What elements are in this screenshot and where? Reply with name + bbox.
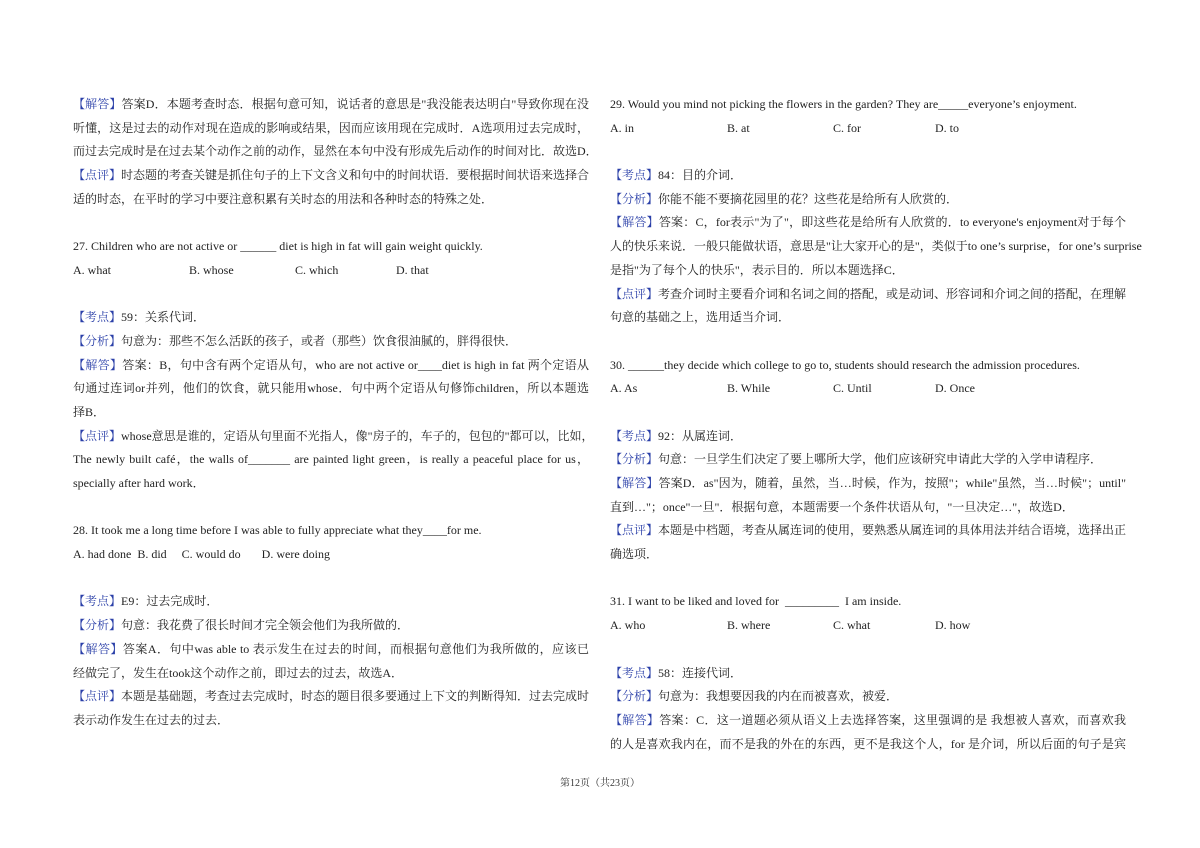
q30-stem: 30. ______they decide which college to go to, students should research the admission procedures. — [610, 357, 1080, 372]
q29-fenxi: 【分析】你能不能不要摘花园里的花？这些花是给所有人欣赏的． — [610, 191, 959, 206]
section-tag: 【点评】 — [610, 286, 659, 301]
q30-dianping-line: 确选项． — [610, 547, 659, 562]
section-tag: 【解答】 — [73, 641, 123, 656]
q31-stem: 31. I want to be liked and loved for _________ I am inside. — [610, 594, 902, 609]
q27-stem: 27. Children who are not active or ______ diet is high in fat will gain weight quickly. — [73, 239, 483, 254]
section-tag: 【分析】 — [73, 333, 122, 348]
q30-option-a: A. As — [610, 381, 638, 396]
q30-jieda-line: 直到…"；once"一旦"．根据句意，本题需要一个条件状语从句，"一旦决定…"，故选D． — [610, 499, 1074, 514]
q27-dianping-line: 【点评】whose意思是谁的，定语从句里面不光指人，像"房子的，车子的，包包的"都可以，比如， — [73, 428, 594, 443]
q30-option-d: D. Once — [935, 381, 975, 396]
q29-kaodian: 【考点】84：目的介词． — [610, 168, 743, 183]
left-column — [73, 93, 598, 733]
q29-jieda-line: 人的快乐来说．一般只能做状语，意思是"让大家开心的是"，类似于to one’s surprise，for one’s surprise — [610, 239, 1142, 254]
q26-comment-line: 【点评】时态题的考查关键是抓住句子的上下文含义和句中的时间状语．要根据时间状语来选择合 — [73, 168, 590, 183]
q28-stem: 28. It took me a long time before I was able to fully appreciate what they____for me. — [73, 523, 482, 538]
q28-jieda-line: 经做完了，发生在took这个动作之前，即过去的过去，故选A． — [73, 665, 404, 680]
q27-option-c: C. which — [295, 262, 339, 277]
section-tag: 【解答】 — [610, 476, 659, 490]
q27-fenxi: 【分析】句意为：那些不怎么活跃的孩子，或者（那些）饮食很油腻的，胖得很快． — [73, 333, 518, 348]
q29-dianping-line: 句意的基础之上，选用适当介词． — [610, 310, 791, 325]
q30-fenxi: 【分析】句意：一旦学生们决定了要上哪所大学，他们应该研究申请此大学的入学申请程序． — [610, 452, 1103, 467]
q28-fenxi: 【分析】句意：我花费了很长时间才完全领会他们为我所做的． — [73, 618, 410, 633]
section-tag: 【分析】 — [610, 689, 659, 704]
q26-comment-line: 适的时态，在平时的学习中要注意积累有关时态的用法和各种时态的特殊之处． — [73, 191, 494, 206]
section-tag: 【解答】 — [610, 712, 660, 727]
section-tag: 【考点】 — [610, 665, 659, 680]
q27-jieda-line: 句通过连词or并列，他们的饮食，就只能用whose．句中两个定语从句修饰children，所以本题选 — [73, 381, 589, 396]
q26-answer-line: 听懂，这是过去的动作对现在造成的影响或结果，因而应该用现在完成时．A选项用过去完成时， — [73, 120, 589, 135]
q27-jieda-line: 择B． — [73, 404, 106, 419]
section-tag: 【解答】 — [73, 97, 122, 111]
q31-option-b: B. where — [727, 618, 771, 633]
q27-jieda-line: 【解答】答案：B，句中含有两个定语从句，who are not active or____diet is high in fat 两个定语从 — [73, 357, 589, 372]
q31-kaodian: 【考点】58：连接代词． — [610, 665, 743, 680]
page-number-footer: 第12页（共23页） — [560, 778, 640, 789]
q27-option-d: D. that — [396, 262, 429, 277]
q31-jieda-line: 的人是喜欢我内在，而不是我的外在的东西，更不是我这个人，for 是介词，所以后面的句子是宾 — [610, 736, 1126, 751]
q28-options: A. had done B. did C. would do D. were doing — [73, 547, 330, 562]
q27-option-b: B. whose — [189, 262, 234, 277]
q27-dianping-line: The newly built café，the walls of_______ are painted light green，is really a peaceful place for us， — [73, 452, 589, 467]
section-tag: 【解答】 — [73, 357, 123, 372]
q29-option-a: A. in — [610, 120, 634, 135]
q27-kaodian: 【考点】59：关系代词． — [73, 310, 206, 325]
q31-jieda-line: 【解答】答案：C．这一道题必须从语义上去选择答案，这里强调的是 我想被人喜欢，而喜欢我 — [610, 712, 1126, 727]
q30-jieda-line: 【解答】答案D．as"因为，随着，虽然，当…时候，作为，按照"；while"虽然，当…时候"；until" — [610, 476, 1126, 490]
q27-option-a: A. what — [73, 262, 111, 277]
q29-option-b: B. at — [727, 120, 750, 135]
section-tag: 【考点】 — [73, 310, 122, 325]
q31-options — [610, 614, 1126, 638]
q29-jieda-line: 【解答】答案：C，for表示"为了"，即这些花是给所有人欣赏的．to everyone's enjoyment对于每个 — [610, 215, 1126, 230]
q30-option-b: B. While — [727, 381, 771, 396]
q31-option-c: C. what — [833, 618, 871, 633]
q29-option-c: C. for — [833, 120, 861, 135]
q31-option-a: A. who — [610, 618, 646, 633]
q28-jieda-line: 【解答】答案A．句中was able to 表示发生在过去的时间，而根据句意他们为我所做的，应该已 — [73, 641, 589, 656]
section-tag: 【考点】 — [73, 594, 122, 609]
q27-options — [73, 259, 589, 283]
section-tag: 【点评】 — [73, 689, 122, 704]
q31-option-d: D. how — [935, 618, 971, 633]
section-tag: 【点评】 — [610, 523, 659, 538]
q30-dianping-line: 【点评】本题是中档题，考查从属连词的使用，要熟悉从属连词的具体用法并结合语境，选择出正 — [610, 523, 1127, 538]
section-tag: 【解答】 — [610, 215, 659, 230]
q29-option-d: D. to — [935, 120, 959, 135]
section-tag: 【点评】 — [73, 168, 122, 183]
q30-option-c: C. Until — [833, 381, 872, 396]
q29-options — [610, 117, 1126, 141]
q26-answer-line: 而过去完成时是在过去某个动作之前的动作，显然在本句中没有形成先后动作的时间对比．故选D． — [73, 144, 598, 159]
right-column — [610, 93, 1142, 756]
q28-kaodian: 【考点】E9：过去完成时． — [73, 594, 219, 609]
q29-dianping-line: 【点评】考查介词时主要看介词和名词之间的搭配，或是动词、形容词和介词之间的搭配，在理解 — [610, 286, 1127, 301]
q28-dianping-line: 表示动作发生在过去的过去． — [73, 712, 230, 727]
section-tag: 【点评】 — [73, 428, 122, 443]
q31-fenxi: 【分析】句意为：我想要因我的内在而被喜欢，被爱． — [610, 689, 899, 704]
section-tag: 【分析】 — [610, 191, 659, 206]
q26-answer-line: 【解答】答案D．本题考查时态．根据句意可知，说话者的意思是"我没能表达明白"导致你现在没 — [73, 97, 589, 111]
q28-dianping-line: 【点评】本题是基础题，考查过去完成时，时态的题目很多要通过上下文的判断得知．过去完成时 — [73, 689, 590, 704]
section-tag: 【考点】 — [610, 168, 659, 183]
q27-dianping-line: specially after hard work． — [73, 476, 205, 490]
q30-kaodian: 【考点】92：从属连词． — [610, 428, 743, 443]
q30-options — [610, 377, 1126, 401]
section-tag: 【分析】 — [73, 618, 122, 633]
q29-jieda-line: 是指"为了每个人的快乐"，表示目的．所以本题选择C． — [610, 262, 904, 277]
q29-stem: 29. Would you mind not picking the flowers in the garden? They are_____everyone’s enjoyment. — [610, 97, 1077, 111]
section-tag: 【考点】 — [610, 428, 659, 443]
section-tag: 【分析】 — [610, 452, 659, 467]
